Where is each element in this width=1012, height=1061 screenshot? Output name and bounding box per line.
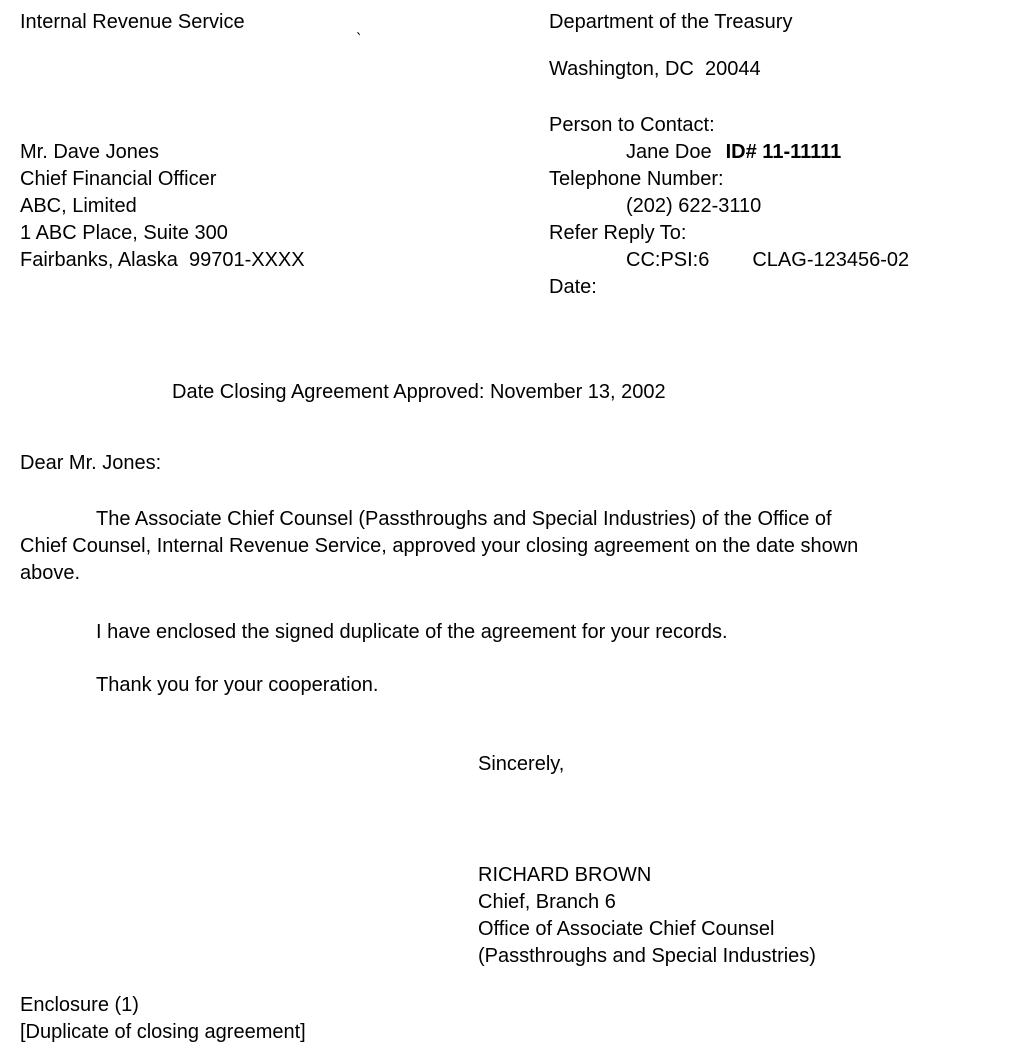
paragraph-line: Thank you for your cooperation. xyxy=(96,674,379,696)
body-paragraph-2 xyxy=(20,619,1000,646)
refer-code: CC:PSI:6 xyxy=(626,249,710,271)
recipient-name: Mr. Dave Jones xyxy=(20,141,159,163)
sender-org-title: Internal Revenue Service xyxy=(20,11,245,33)
paragraph-line: The Associate Chief Counsel (Passthroughs and Special Industries) of the Office of xyxy=(96,508,832,530)
paragraph-line: Chief Counsel, Internal Revenue Service, approved your closing agreement on the date shown xyxy=(20,535,859,557)
body-paragraph-3 xyxy=(20,672,1000,699)
refer-reply-label: Refer Reply To: xyxy=(549,222,687,244)
signer-office: Office of Associate Chief Counsel xyxy=(478,918,775,940)
body-paragraph-1 xyxy=(20,506,1000,587)
date-label: Date: xyxy=(549,276,597,298)
recipient-city-state-zip: Fairbanks, Alaska 99701-XXXX xyxy=(20,249,305,271)
contact-person-id: ID# 11-11111 xyxy=(725,141,842,163)
signer-title: Chief, Branch 6 xyxy=(478,891,616,913)
recipient-company: ABC, Limited xyxy=(20,195,137,217)
contact-person-name: Jane Doe xyxy=(626,141,712,163)
refer-case-number: CLAG-123456-02 xyxy=(752,249,910,271)
telephone-value: (202) 622-3110 xyxy=(626,195,762,217)
person-to-contact-value xyxy=(549,139,989,166)
agency-city-line: Washington, DC 20044 xyxy=(549,58,761,80)
person-to-contact-label: Person to Contact: xyxy=(549,114,715,136)
enclosure-description: [Duplicate of closing agreement] xyxy=(20,1021,306,1043)
salutation: Dear Mr. Jones: xyxy=(20,452,162,474)
refer-reply-value xyxy=(549,247,989,274)
agency-name: Department of the Treasury xyxy=(549,11,793,33)
stray-scan-mark: ` xyxy=(353,29,363,50)
signer-division: (Passthroughs and Special Industries) xyxy=(478,945,816,967)
recipient-address-block xyxy=(20,139,305,274)
recipient-title: Chief Financial Officer xyxy=(20,168,217,190)
recipient-street: 1 ABC Place, Suite 300 xyxy=(20,222,228,244)
closing-sincerely: Sincerely, xyxy=(478,753,565,775)
paragraph-line: I have enclosed the signed duplicate of the agreement for your records. xyxy=(96,621,728,643)
enclosure-block xyxy=(20,992,306,1046)
signature-block xyxy=(478,862,816,970)
telephone-label: Telephone Number: xyxy=(549,168,724,190)
enclosure-count: Enclosure (1) xyxy=(20,994,139,1016)
paragraph-line: above. xyxy=(20,562,81,584)
signer-name: RICHARD BROWN xyxy=(478,864,652,886)
approval-date-line: Date Closing Agreement Approved: November 13, 2002 xyxy=(172,381,666,403)
contact-block xyxy=(549,112,989,301)
